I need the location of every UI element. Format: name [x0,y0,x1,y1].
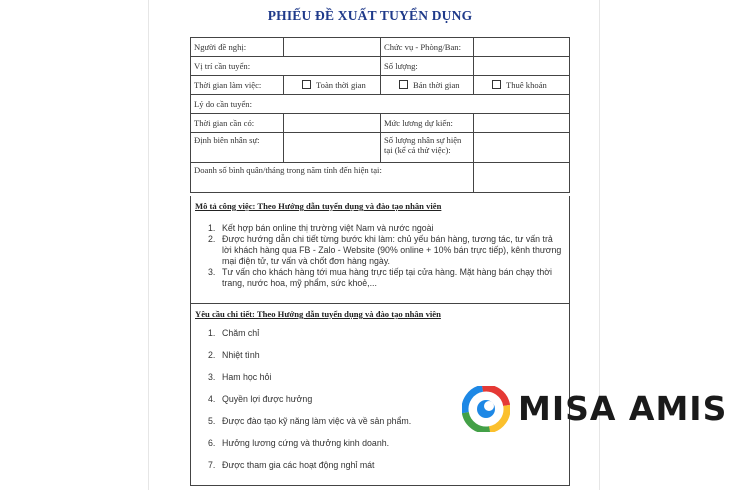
work-time-label: Thời gian làm việc: [191,76,284,95]
misa-amis-logo [462,386,728,432]
outsource-option: Thuê khoán [474,76,570,95]
list-item: 4. Quyền lợi được hưởng [208,394,313,404]
full-time-option: Toàn thời gian [284,76,381,95]
needed-time-label: Thời gian cần có: [191,114,284,133]
document-title: PHIẾU ĐỀ XUẤT TUYỂN DỤNG [267,8,473,23]
list-item: 2. Được hướng dẫn chi tiết từng bước khi làm: chủ yếu bán hàng, tương tác, tư vấn trả lời khách hàng qua FB - Zalo - Website (90% online + 10% bán trực tiếp), kênh thương mại điện tử, tư vấn và chốt đơn hàng ngày. [208,234,562,266]
position-dept-value [474,38,570,57]
checkbox-icon [399,80,408,89]
list-item: 2. Nhiệt tình [208,350,260,360]
checkbox-icon [302,80,311,89]
logo-text: MISA AMIS [518,389,728,428]
list-item: 5. Được đào tạo kỹ năng làm việc và về sản phẩm. [208,416,412,426]
list-item: 3. Ham học hỏi [208,372,272,382]
current-staff-value [474,133,570,163]
job-description-heading: Mô tả công việc: Theo Hướng dẫn tuyển dụng và đào tạo nhân viên [195,201,442,211]
list-item: 3. Tư vấn cho khách hàng tới mua hàng trực tiếp tại cửa hàng. Mặt hàng bán chạy thời trang, nước hoa, mỹ phẩm, sức khoẻ,... [208,267,552,288]
headcount-label: Định biên nhân sự: [191,133,284,163]
revenue-label: Doanh số bình quân/tháng trong năm tính đến hiện tại: [191,163,474,193]
needed-time-value [284,114,381,133]
list-item: 6. Hưởng lương cứng và thưởng kinh doanh. [208,438,390,448]
job-position-label: Vị trí cần tuyển: [191,57,381,76]
job-description-section [190,196,570,304]
proposer-label: Người đề nghị: [191,38,284,57]
position-dept-label: Chức vụ - Phòng/Ban: [381,38,474,57]
list-item: 1. Kết hợp bán online thị trường việt Nam và nước ngoài [208,223,434,233]
quantity-value [474,57,570,76]
list-item: 1. Chăm chỉ [208,328,260,338]
revenue-value [474,163,570,193]
part-time-option: Bán thời gian [381,76,474,95]
misa-logo-icon [462,386,510,432]
list-item: 7. Được tham gia các hoạt động nghỉ mát [208,460,375,470]
current-staff-label: Số lượng nhân sự hiện tại (kể cả thử việc): [381,133,474,163]
request-form-table [190,37,570,193]
checkbox-icon [492,80,501,89]
reason-label: Lý do cần tuyển: [191,95,570,114]
expected-salary-label: Mức lương dự kiến: [381,114,474,133]
headcount-value [284,133,381,163]
expected-salary-value [474,114,570,133]
proposer-value [284,38,381,57]
quantity-label: Số lượng: [381,57,474,76]
requirements-heading: Yêu cầu chi tiết: Theo Hướng dẫn tuyển dụng và đào tạo nhân viên [195,309,441,319]
